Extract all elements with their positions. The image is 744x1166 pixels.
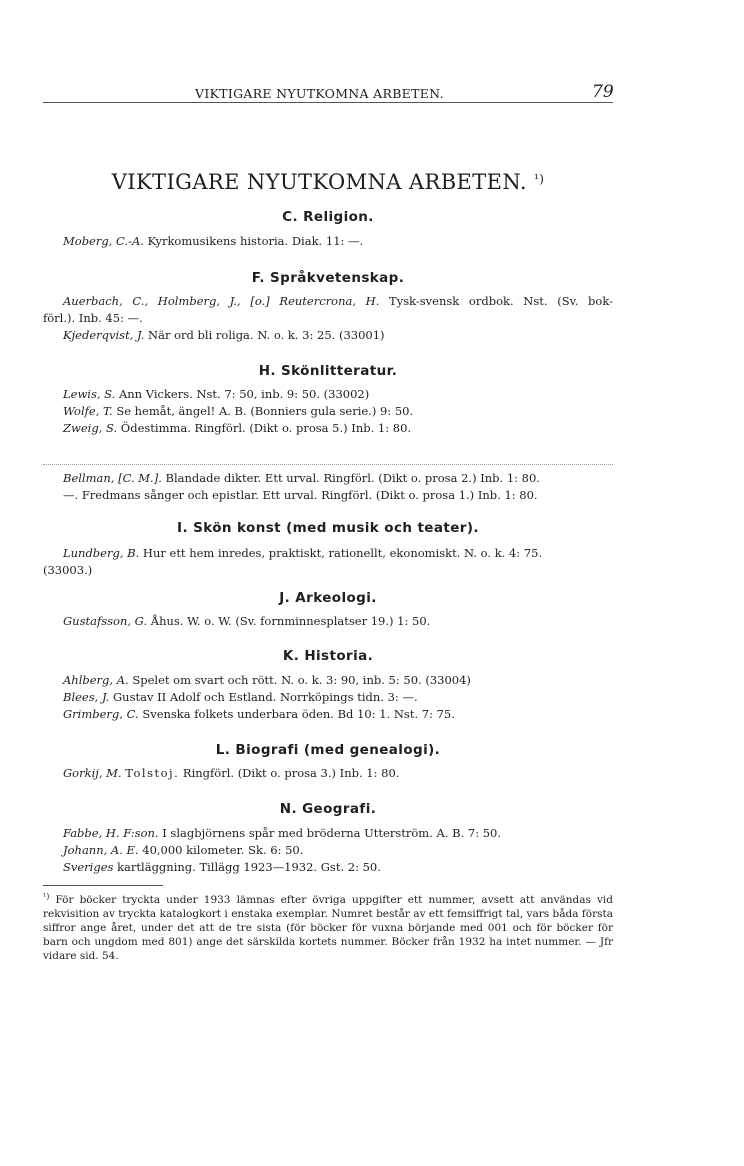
section-divider — [43, 464, 613, 465]
footnote — [43, 890, 613, 963]
entry-continuation: förl.). Inb. 45: —. — [43, 311, 143, 325]
entry-author: Lundberg, B. — [63, 546, 140, 560]
entry-text: kartläggning. Tillägg 1923—1932. Gst. 2: 50. — [117, 860, 381, 874]
entry-author: Ahlberg, A. — [63, 673, 129, 687]
entry-text: Svenska folkets underbara öden. Bd 10: 1. Nst. 7: 75. — [142, 707, 455, 721]
entry — [63, 470, 613, 487]
entry-author: Grimberg, C. — [63, 707, 139, 721]
entry-author: Fabbe, H. F:son. — [63, 826, 159, 840]
entry-author: Wolfe, T. — [63, 404, 113, 418]
heading-skonlitteratur: H. Skönlitteratur. — [258, 363, 398, 379]
entry-author: Kjederqvist, J. — [63, 328, 145, 342]
heading-historia: K. Historia. — [282, 648, 374, 664]
heading-arkeologi: J. Arkeologi. — [279, 590, 377, 606]
entry-author: Blees, J. — [63, 690, 110, 704]
entry-text: När ord bli roliga. N. o. k. 3: 25. (33001) — [148, 328, 385, 342]
entry-author: Gorkij, M. — [63, 766, 122, 780]
entry-text: Ringförl. (Dikt o. prosa 3.) Inb. 1: 80. — [182, 766, 400, 780]
entry — [63, 293, 613, 310]
entry — [63, 765, 613, 782]
entry-text: Ann Vickers. Nst. 7: 50, inb. 9: 50. (33002) — [118, 387, 370, 401]
entry-text: Hur ett hem inredes, praktiskt, rationellt, ekonomiskt. N. o. k. 4: 75. — [142, 546, 543, 560]
footnote-text: För böcker tryckta under 1933 lämnas efter övriga uppgifter ett nummer, avsett att användas vid rekvisition av tryckta katalogkort i enstaka exemplar. Numret består av ett femsiffrigt tal, vars båda första siffror ange året, under det att de tre sista (för böcker för vuxna börjande med 001 och för böcker för barn och ungdom med 801) ange det särskilda kortets nummer. Böcker från 1932 ha intet nummer. — Jfr vidare sid. 54. — [43, 894, 614, 962]
entry — [63, 689, 613, 706]
entry-continuation: (33003.) — [43, 563, 93, 577]
entry — [63, 420, 613, 437]
entry-title: Tolstoj. — [125, 766, 180, 780]
entry — [63, 825, 613, 842]
heading-sprakvetenskap: F. Språkvetenskap. — [251, 270, 405, 286]
heading-geografi: N. Geografi. — [279, 801, 377, 817]
heading-religion: C. Religion. — [282, 209, 374, 225]
entry-author: Lewis, S. — [63, 387, 116, 401]
entry — [63, 859, 613, 876]
footnote-rule — [43, 885, 163, 886]
heading-biografi: L. Biografi (med genealogi). — [215, 742, 441, 758]
entry — [63, 327, 613, 344]
entry — [63, 672, 613, 689]
entry-text: Kyrkomusikens historia. Diak. 11: —. — [147, 234, 364, 248]
heading-skon-konst: I. Skön konst (med musik och teater). — [177, 520, 479, 536]
entry — [63, 386, 613, 403]
entry-text: Fredmans sånger och epistlar. Ett urval. Ringförl. (Dikt o. prosa 1.) Inb. 1: 80. — [81, 488, 538, 502]
entry-text: Blandade dikter. Ett urval. Ringförl. (Dikt o. prosa 2.) Inb. 1: 80. — [165, 471, 540, 485]
entry-text: Spelet om svart och rött. N. o. k. 3: 90, inb. 5: 50. (33004) — [132, 673, 471, 687]
entry-author: Auerbach, C., Holmberg, J., [o.] Reutercrona, H. — [63, 294, 380, 308]
entry-author: —. — [63, 488, 79, 502]
header-rule — [43, 102, 613, 103]
entry-text: Ödestimma. Ringförl. (Dikt o. prosa 5.) Inb. 1: 80. — [120, 421, 412, 435]
entry — [63, 842, 613, 859]
entry — [63, 706, 613, 723]
entry-author: Zweig, S. — [63, 421, 118, 435]
entry-text: Se hemåt, ängel! A. B. (Bonniers gula serie.) 9: 50. — [116, 404, 414, 418]
page-number: 79 — [592, 82, 614, 102]
entry-author: Gustafsson, G. — [63, 614, 148, 628]
running-head: VIKTIGARE NYUTKOMNA ARBETEN. — [195, 86, 444, 101]
entry-author: Bellman, [C. M.]. — [63, 471, 162, 485]
entry-author: Sveriges — [63, 860, 114, 874]
main-title — [0, 170, 656, 194]
entry — [63, 487, 613, 504]
entry — [63, 613, 613, 630]
footnote-mark: ¹) — [43, 892, 50, 901]
entry-text: Gustav II Adolf och Estland. Norrköpings tidn. 3: —. — [112, 690, 418, 704]
entry-text: Tysk-svensk ordbok. Nst. (Sv. bok- — [389, 294, 613, 308]
main-title-text: VIKTIGARE NYUTKOMNA ARBETEN. — [111, 170, 527, 194]
entry-text: I slagbjörnens spår med bröderna Utterström. A. B. 7: 50. — [162, 826, 502, 840]
entry-text: Åhus. W. o. W. (Sv. fornminnesplatser 19.) 1: 50. — [150, 614, 431, 628]
entry-author: Moberg, C.-A. — [63, 234, 144, 248]
main-title-note: ¹) — [533, 172, 545, 186]
entry — [63, 403, 613, 420]
entry — [63, 545, 613, 562]
entry — [63, 233, 613, 250]
entry-text: 40,000 kilometer. Sk. 6: 50. — [142, 843, 304, 857]
entry-author: Johann, A. E. — [63, 843, 139, 857]
